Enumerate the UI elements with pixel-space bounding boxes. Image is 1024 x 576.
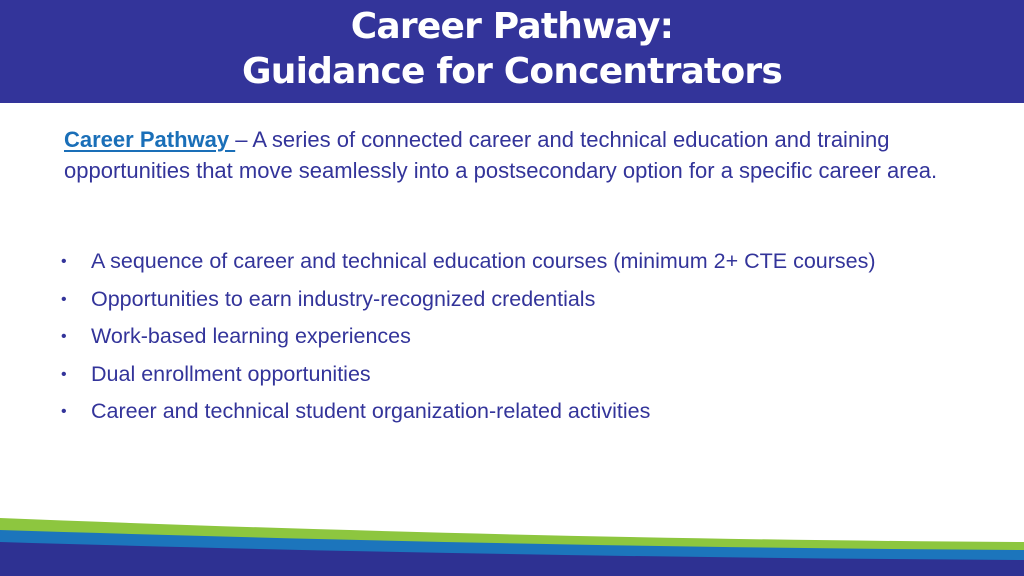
pathway-components-list bbox=[60, 243, 1010, 431]
bullet-icon: • bbox=[61, 290, 67, 308]
footer-swoosh-decoration bbox=[0, 500, 1024, 576]
bullet-icon: • bbox=[61, 365, 67, 383]
list-item-text: Opportunities to earn industry-recognized credentials bbox=[91, 286, 596, 311]
list-item bbox=[60, 356, 1010, 394]
title-banner bbox=[0, 0, 1024, 103]
list-item bbox=[60, 281, 1010, 319]
page-title-line-1: Career Pathway: bbox=[350, 5, 674, 47]
list-item bbox=[60, 318, 1010, 356]
definition-paragraph bbox=[64, 124, 964, 186]
list-item-text: Dual enrollment opportunities bbox=[91, 361, 371, 386]
list-item-text: Work-based learning experiences bbox=[91, 324, 411, 348]
bullet-icon: • bbox=[61, 328, 67, 345]
bullet-icon: • bbox=[61, 403, 67, 420]
list-item bbox=[60, 393, 1010, 431]
definition-term-link[interactable]: Career Pathway bbox=[64, 127, 236, 152]
bullet-icon: • bbox=[61, 253, 67, 270]
page-title-line-2: Guidance for Concentrators bbox=[242, 50, 782, 92]
list-item-text: A sequence of career and technical education courses (minimum 2+ CTE courses) bbox=[91, 249, 876, 273]
list-item-text: Career and technical student organization-related activities bbox=[91, 399, 651, 423]
definition-text: – A series of connected career and technical education and training opportunities that move seamlessly into a postsecondary option for a specific career area. bbox=[64, 127, 938, 183]
list-item bbox=[60, 243, 1010, 281]
